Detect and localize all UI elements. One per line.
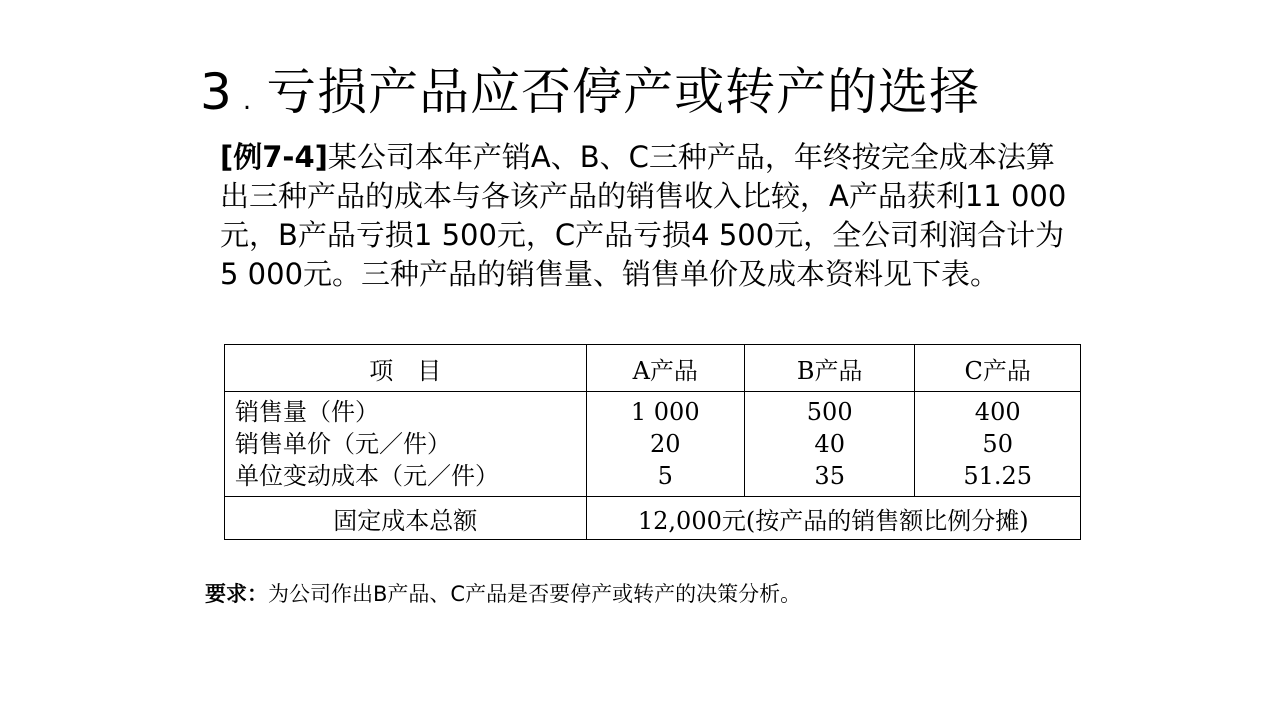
fixed-cost-value: 12,000元(按产品的销售额比例分摊) [586,497,1081,540]
requirement-text: 为公司作出B产品、C产品是否要停产或转产的决策分析。 [268,582,802,606]
row-label-unit-variable-cost: 单位变动成本（元／件） [235,462,499,490]
example-text: 某公司本年产销A、B、C三种产品，年终按完全成本法算出三种产品的成本与各该产品的销售收入比较，A产品获利11 000元，B产品亏损1 500元，C产品亏损4 500元，全公司利润合计为5 000元。三种产品的销售量、销售单价及成本资料见下表。 [220,140,1067,291]
row-label-sales-volume: 销售量（件） [235,398,379,426]
example-tag: [例7-4] [220,140,328,174]
product-b-values-cell [744,392,914,497]
table-cell: 5 [657,462,673,490]
example-paragraph [220,138,1080,294]
product-cost-table [224,344,1081,540]
row-labels-cell [225,392,587,497]
table-cell: 35 [814,462,845,490]
table-cell: 20 [649,430,681,458]
fixed-cost-label: 固定成本总额 [225,497,587,540]
row-label-unit-price: 销售单价（元／件） [235,430,451,458]
requirement-line [205,578,801,608]
product-a-values-cell [586,392,744,497]
title-dot: . [242,86,253,116]
title-text: 亏损产品应否停产或转产的选择 [266,63,981,121]
title-number: 3 [200,63,233,121]
header-product-b: B产品 [744,345,914,392]
requirement-label: 要求： [205,582,268,606]
slide-title [200,52,980,124]
table-cell: 500 [806,398,853,426]
table-cell: 1 000 [630,398,700,426]
table-row [225,392,1081,497]
product-c-values-cell [915,392,1081,497]
table-cell: 400 [974,398,1021,426]
header-item: 项 目 [225,345,587,392]
table-cell: 51.25 [963,462,1033,490]
header-product-a: A产品 [586,345,744,392]
table-cell: 40 [814,430,845,458]
fixed-cost-row [225,497,1081,540]
table-cell: 50 [982,430,1013,458]
table-header-row [225,345,1081,392]
header-product-c: C产品 [915,345,1081,392]
